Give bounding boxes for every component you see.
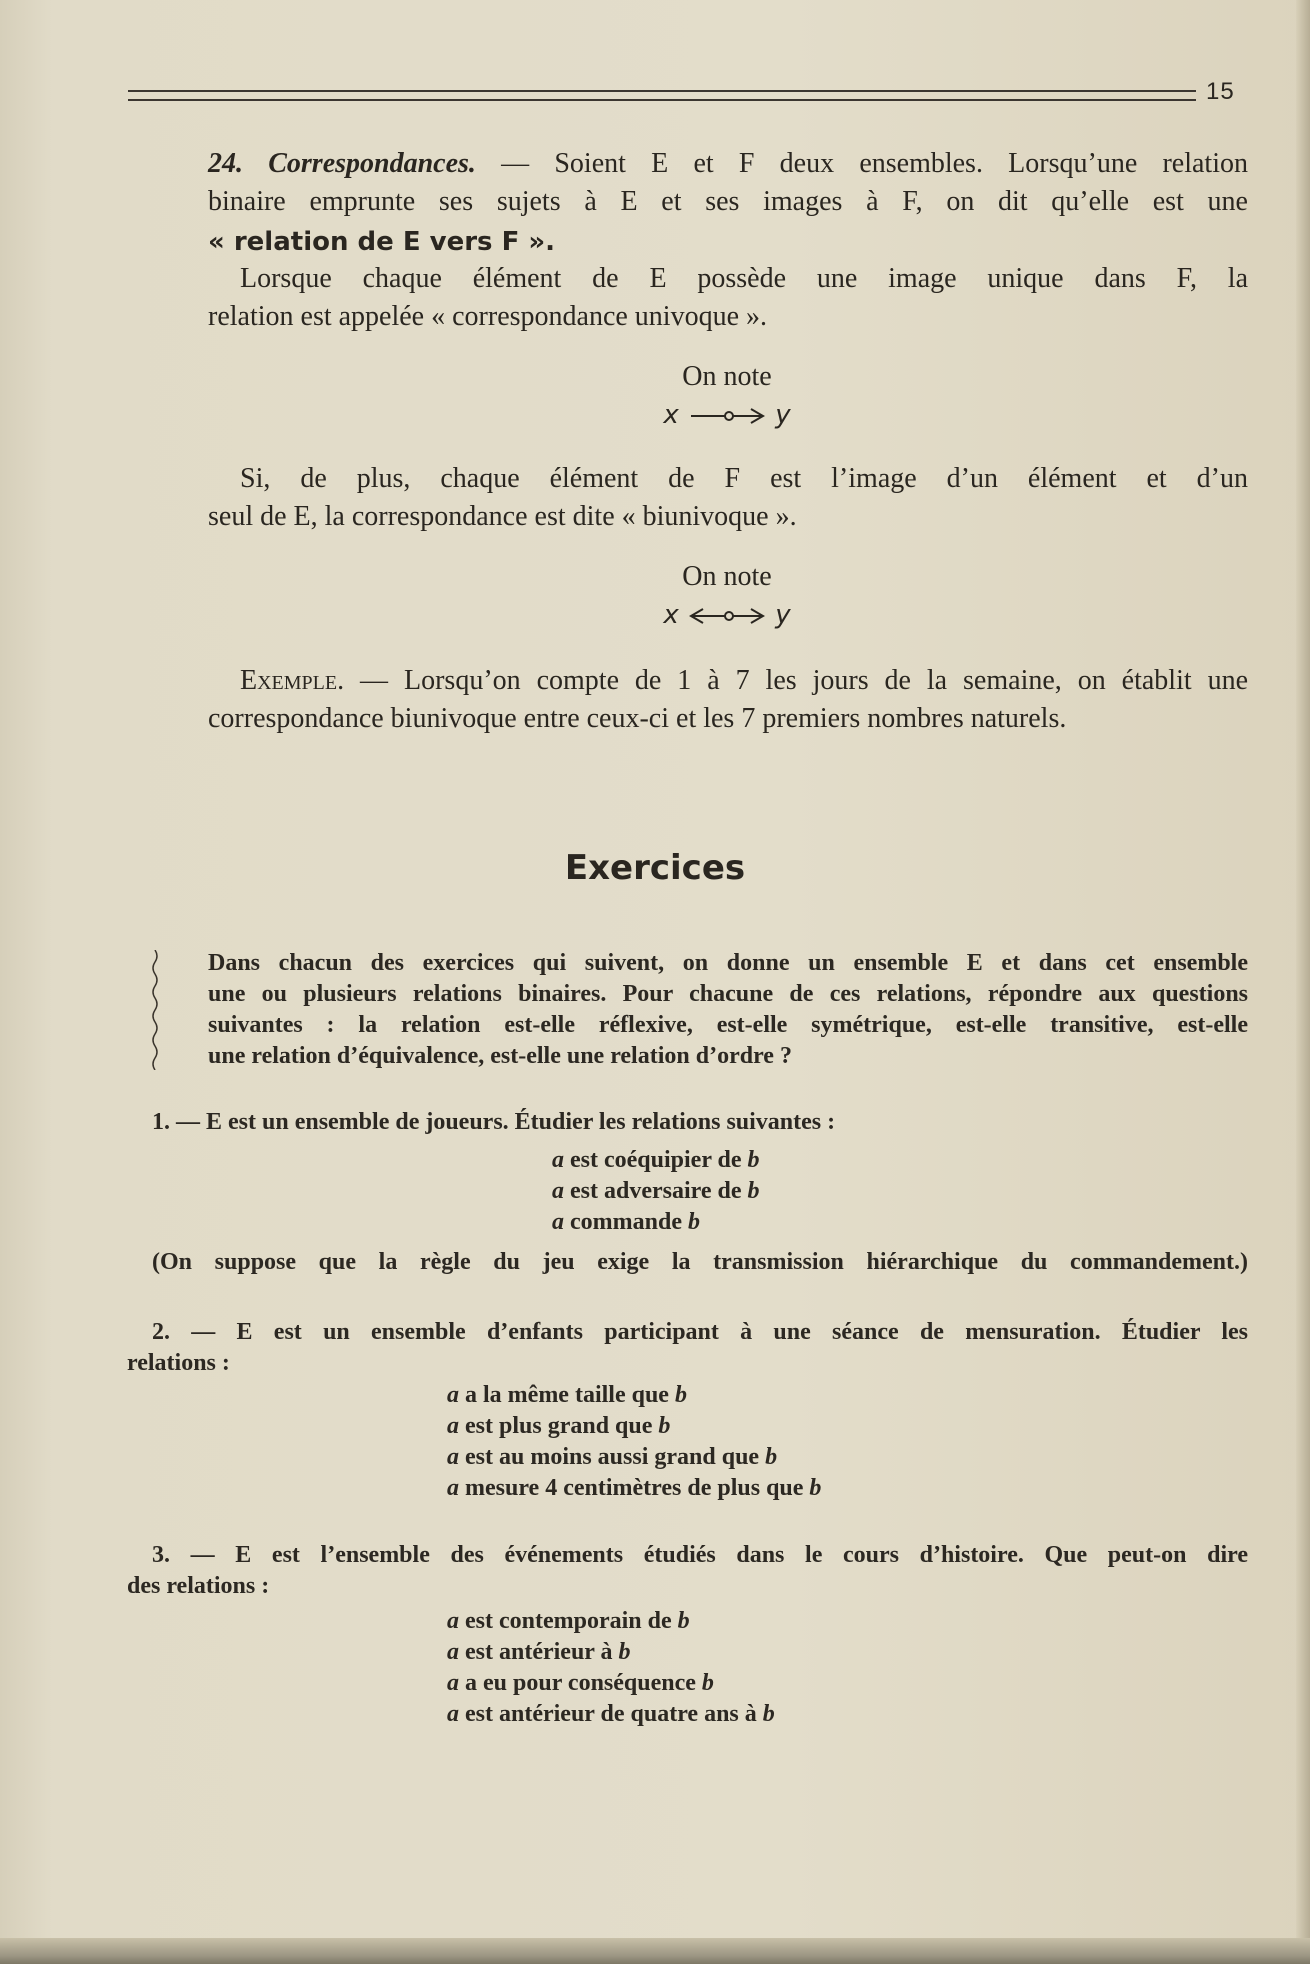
example-line: Exemple. — Lorsqu’on compte de 1 à 7 les jours de la semaine, on établit une [240, 665, 1248, 696]
relation-item: a est contemporain de b [447, 1608, 690, 1634]
arrow-notation: x y [663, 600, 791, 630]
margin-squiggle-icon [150, 950, 160, 1070]
section-number: 24. [208, 148, 243, 179]
paragraph-line: Lorsque chaque élément de E possède une image unique dans F, la [240, 263, 1248, 294]
paragraph-line: seul de E, la correspondance est dite « biunivoque ». [208, 501, 797, 532]
exercise-1-statement: 1. — E est un ensemble de joueurs. Étudier les relations suivantes : [152, 1109, 836, 1135]
page-right-edge [1296, 0, 1310, 1964]
relation-item: a est antérieur à b [447, 1639, 631, 1665]
exercices-title: Exercices [564, 848, 746, 888]
paragraph-line: binaire emprunte ses sujets à E et ses images à F, on dit qu’elle est une [208, 186, 1248, 217]
relation-item: a commande b [552, 1209, 700, 1235]
relation-item: a est plus grand que b [447, 1413, 671, 1439]
relation-item: a est adversaire de b [552, 1178, 760, 1204]
arrow-notation: x y [663, 400, 791, 430]
exercise-number: 3. [152, 1542, 170, 1568]
page-bottom-edge [0, 1938, 1310, 1964]
relation-item: a est coéquipier de b [552, 1147, 760, 1173]
relation-item: a est antérieur de quatre ans à b [447, 1701, 775, 1727]
exercise-intro-line: Dans chacun des exercices qui suivent, on donne un ensemble E et dans cet ensemble [208, 950, 1248, 976]
exercise-2-statement-cont: relations : [127, 1350, 230, 1376]
exercise-1-note: (On suppose que la règle du jeu exige la transmission hiérarchique du commandement.) [152, 1249, 1248, 1275]
definition-text: relation est appelée « correspondance univoque ». [208, 301, 768, 332]
univoque-arrow-icon [687, 406, 767, 426]
example-line: correspondance biunivoque entre ceux-ci et les 7 premiers nombres naturels. [208, 703, 1067, 734]
exercise-intro-line: une relation d’équivalence, est-elle une relation d’ordre ? [208, 1043, 792, 1069]
relation-item: a mesure 4 centimètres de plus que b [447, 1475, 822, 1501]
section-heading-line [208, 145, 1248, 183]
page-number: 15 [1206, 78, 1235, 105]
relation-item: a a eu pour conséquence b [447, 1670, 714, 1696]
section-text: — Soient E et F deux ensembles. Lorsqu’une relation [475, 148, 1248, 179]
example-label: Exemple. [240, 665, 345, 696]
exercise-number: 1. [152, 1109, 170, 1135]
paragraph-line [208, 298, 1248, 336]
relation-item: a est au moins aussi grand que b [447, 1444, 778, 1470]
exercise-3-statement: 3. — E est l’ensemble des événements étudiés dans le cours d’histoire. Que peut-on dire [152, 1542, 1248, 1568]
section-title: Correspondances. [268, 148, 476, 179]
relation-item: a a la même taille que b [447, 1382, 687, 1408]
exercise-3-statement-cont: des relations : [127, 1573, 270, 1599]
biunivoque-arrow-icon [687, 606, 767, 626]
exercise-intro-line: suivantes : la relation est-elle réflexive, est-elle symétrique, est-elle transitive, est-elle [208, 1012, 1248, 1038]
exercise-intro-line: une ou plusieurs relations binaires. Pour chacune de ces relations, répondre aux questions [208, 981, 1248, 1007]
note-label: On note [682, 561, 772, 592]
note-label: On note [682, 361, 772, 392]
paragraph-line: Si, de plus, chaque élément de F est l’image d’un élément et d’un [240, 463, 1248, 494]
paragraph-line-emphasis: « relation de E vers F ». [208, 227, 556, 257]
header-rule [128, 90, 1196, 101]
exercise-2-statement: 2. — E est un ensemble d’enfants participant à une séance de mensuration. Étudier les [152, 1319, 1248, 1345]
exercise-number: 2. [152, 1319, 170, 1345]
